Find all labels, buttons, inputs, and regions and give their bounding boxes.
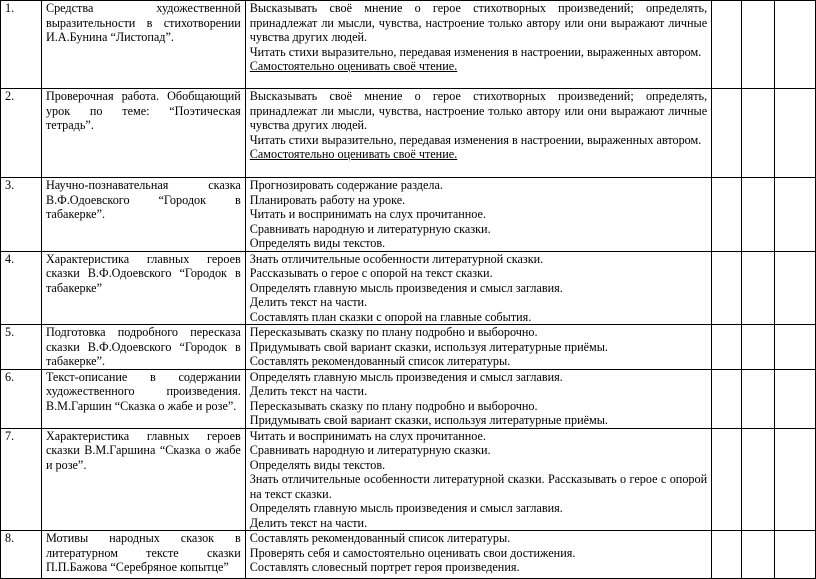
empty-cell: [775, 325, 816, 370]
table-row: [1, 428, 816, 531]
empty-cell: [712, 251, 742, 325]
lesson-topic-text: Научно-познавательная сказка В.Ф.Одоевского “Городок в табакерке”.: [45, 178, 241, 221]
empty-cell: [742, 178, 775, 252]
learning-activities: [245, 369, 711, 428]
activity-line: Читать и воспринимать на слух прочитанное.: [249, 207, 486, 221]
table-row: [1, 1, 816, 89]
activity-line: Высказывать своё мнение о герое стихотворных произведений; определять, принадлежат ли мысли, чувства, настроение только автору или они выражают личные чувства других людей.: [249, 1, 708, 44]
activity-line: Определять главную мысль произведения и смысл заглавия.: [249, 369, 563, 384]
table-row: [1, 369, 816, 428]
activity-line: Знать отличительные особенности литературной сказки. Рассказывать о герое с опорой на текст сказки.: [249, 472, 708, 501]
activity-line: Делить текст на части.: [249, 384, 368, 398]
empty-cell: [775, 369, 816, 428]
empty-cell: [712, 531, 742, 579]
activity-line: Придумывать свой вариант сказки, используя литературные приёмы.: [249, 339, 608, 354]
table-row: [1, 178, 816, 252]
activity-line: Сравнивать народную и литературную сказки.: [249, 221, 491, 236]
empty-cell: [712, 89, 742, 178]
empty-cell: [775, 89, 816, 178]
empty-cell: [775, 428, 816, 531]
table-row: [1, 531, 816, 579]
row-number: 2.: [1, 89, 42, 178]
lesson-topic-text: Подготовка подробного пересказа сказки В.Ф.Одоевского “Городок в табакерке”.: [45, 325, 241, 368]
row-number: 8.: [1, 531, 42, 579]
activity-line: Самостоятельно оценивать своё чтение.: [249, 59, 458, 73]
activity-line: Читать стихи выразительно, передавая изменения в настроении, выраженных автором.: [249, 132, 702, 147]
learning-activities: [245, 325, 711, 370]
activity-line: Определять главную мысль произведения и смысл заглавия.: [249, 280, 563, 295]
empty-cell: [742, 1, 775, 89]
learning-activities: [245, 89, 711, 178]
activity-line: Знать отличительные особенности литературной сказки.: [249, 251, 544, 266]
lesson-topic-text: Проверочная работа. Обобщающий урок по теме: “Поэтическая тетрадь”.: [45, 89, 241, 132]
activity-line: Пересказывать сказку по плану подробно и выборочно.: [249, 325, 538, 339]
empty-cell: [742, 369, 775, 428]
lesson-topic-text: Характеристика главных героев сказки В.Ф.Одоевского “Городок в табакерке”: [45, 251, 241, 295]
lesson-topic: [41, 428, 245, 531]
learning-activities: [245, 1, 711, 89]
lesson-topic: [41, 325, 245, 370]
empty-cell: [712, 178, 742, 252]
activity-line: Читать и воспринимать на слух прочитанное.: [249, 428, 486, 443]
lesson-topic-text: Мотивы народных сказок в литературном тексте сказки П.П.Бажова “Серебряное копытце”: [45, 531, 241, 574]
empty-cell: [775, 1, 816, 89]
empty-cell: [712, 1, 742, 89]
lesson-topic: [41, 89, 245, 178]
empty-cell: [775, 531, 816, 579]
activity-line: Определять виды текстов.: [249, 457, 386, 472]
lesson-topic-text: Характеристика главных героев сказки В.М.Гаршина “Сказка о жабе и розе”.: [45, 428, 241, 472]
lesson-topic: [41, 1, 245, 89]
empty-cell: [712, 428, 742, 531]
activity-line: Самостоятельно оценивать своё чтение.: [249, 147, 458, 161]
row-number: 1.: [1, 1, 42, 89]
activity-line: Составлять словесный портрет героя произведения.: [249, 560, 520, 574]
learning-activities: [245, 178, 711, 252]
activity-line: Прогнозировать содержание раздела.: [249, 178, 443, 192]
lesson-topic: [41, 369, 245, 428]
table-row: [1, 325, 816, 370]
row-number: 4.: [1, 251, 42, 325]
activity-line: Пересказывать сказку по плану подробно и выборочно.: [249, 398, 538, 413]
empty-cell: [775, 251, 816, 325]
lesson-topic: [41, 251, 245, 325]
table-row: [1, 251, 816, 325]
empty-cell: [775, 178, 816, 252]
activity-line: Придумывать свой вариант сказки, используя литературные приёмы.: [249, 413, 608, 427]
table-body: [1, 1, 816, 579]
empty-cell: [742, 531, 775, 579]
empty-cell: [742, 251, 775, 325]
activity-line: Делить текст на части.: [249, 295, 368, 309]
empty-cell: [742, 89, 775, 178]
learning-activities: [245, 428, 711, 531]
row-number: 6.: [1, 369, 42, 428]
learning-activities: [245, 531, 711, 579]
activity-line: Читать стихи выразительно, передавая изменения в настроении, выраженных автором.: [249, 44, 702, 59]
empty-cell: [712, 369, 742, 428]
empty-cell: [742, 325, 775, 370]
activity-line: Рассказывать о герое с опорой на текст сказки.: [249, 266, 493, 280]
activity-line: Составлять план сказки с опорой на главные события.: [249, 309, 532, 324]
activity-line: Определять виды текстов.: [249, 236, 386, 250]
lesson-topic-text: Текст-описание в содержании художественного произведения. В.М.Гаршин “Сказка о жабе и розе”.: [45, 369, 241, 413]
row-number: 7.: [1, 428, 42, 531]
table-row: [1, 89, 816, 178]
activity-line: Составлять рекомендованный список литературы.: [249, 531, 511, 545]
activity-line: Высказывать своё мнение о герое стихотворных произведений; определять, принадлежат ли мысли, чувства, настроение только автору или они выражают личные чувства других людей.: [249, 89, 708, 132]
learning-activities: [245, 251, 711, 325]
activity-line: Планировать работу на уроке.: [249, 192, 406, 207]
lesson-topic: [41, 531, 245, 579]
activity-line: Составлять рекомендованный список литературы.: [249, 354, 511, 368]
activity-line: Проверять себя и самостоятельно оценивать свои достижения.: [249, 545, 576, 560]
empty-cell: [712, 325, 742, 370]
activity-line: Определять главную мысль произведения и смысл заглавия.: [249, 501, 563, 515]
row-number: 3.: [1, 178, 42, 252]
lesson-topic: [41, 178, 245, 252]
lesson-topic-text: Средства художественной выразительности в стихотворении И.А.Бунина “Листопад”.: [45, 1, 241, 44]
activity-line: Сравнивать народную и литературную сказки.: [249, 443, 491, 457]
activity-line: Делить текст на части.: [249, 515, 368, 530]
empty-cell: [742, 428, 775, 531]
row-number: 5.: [1, 325, 42, 370]
